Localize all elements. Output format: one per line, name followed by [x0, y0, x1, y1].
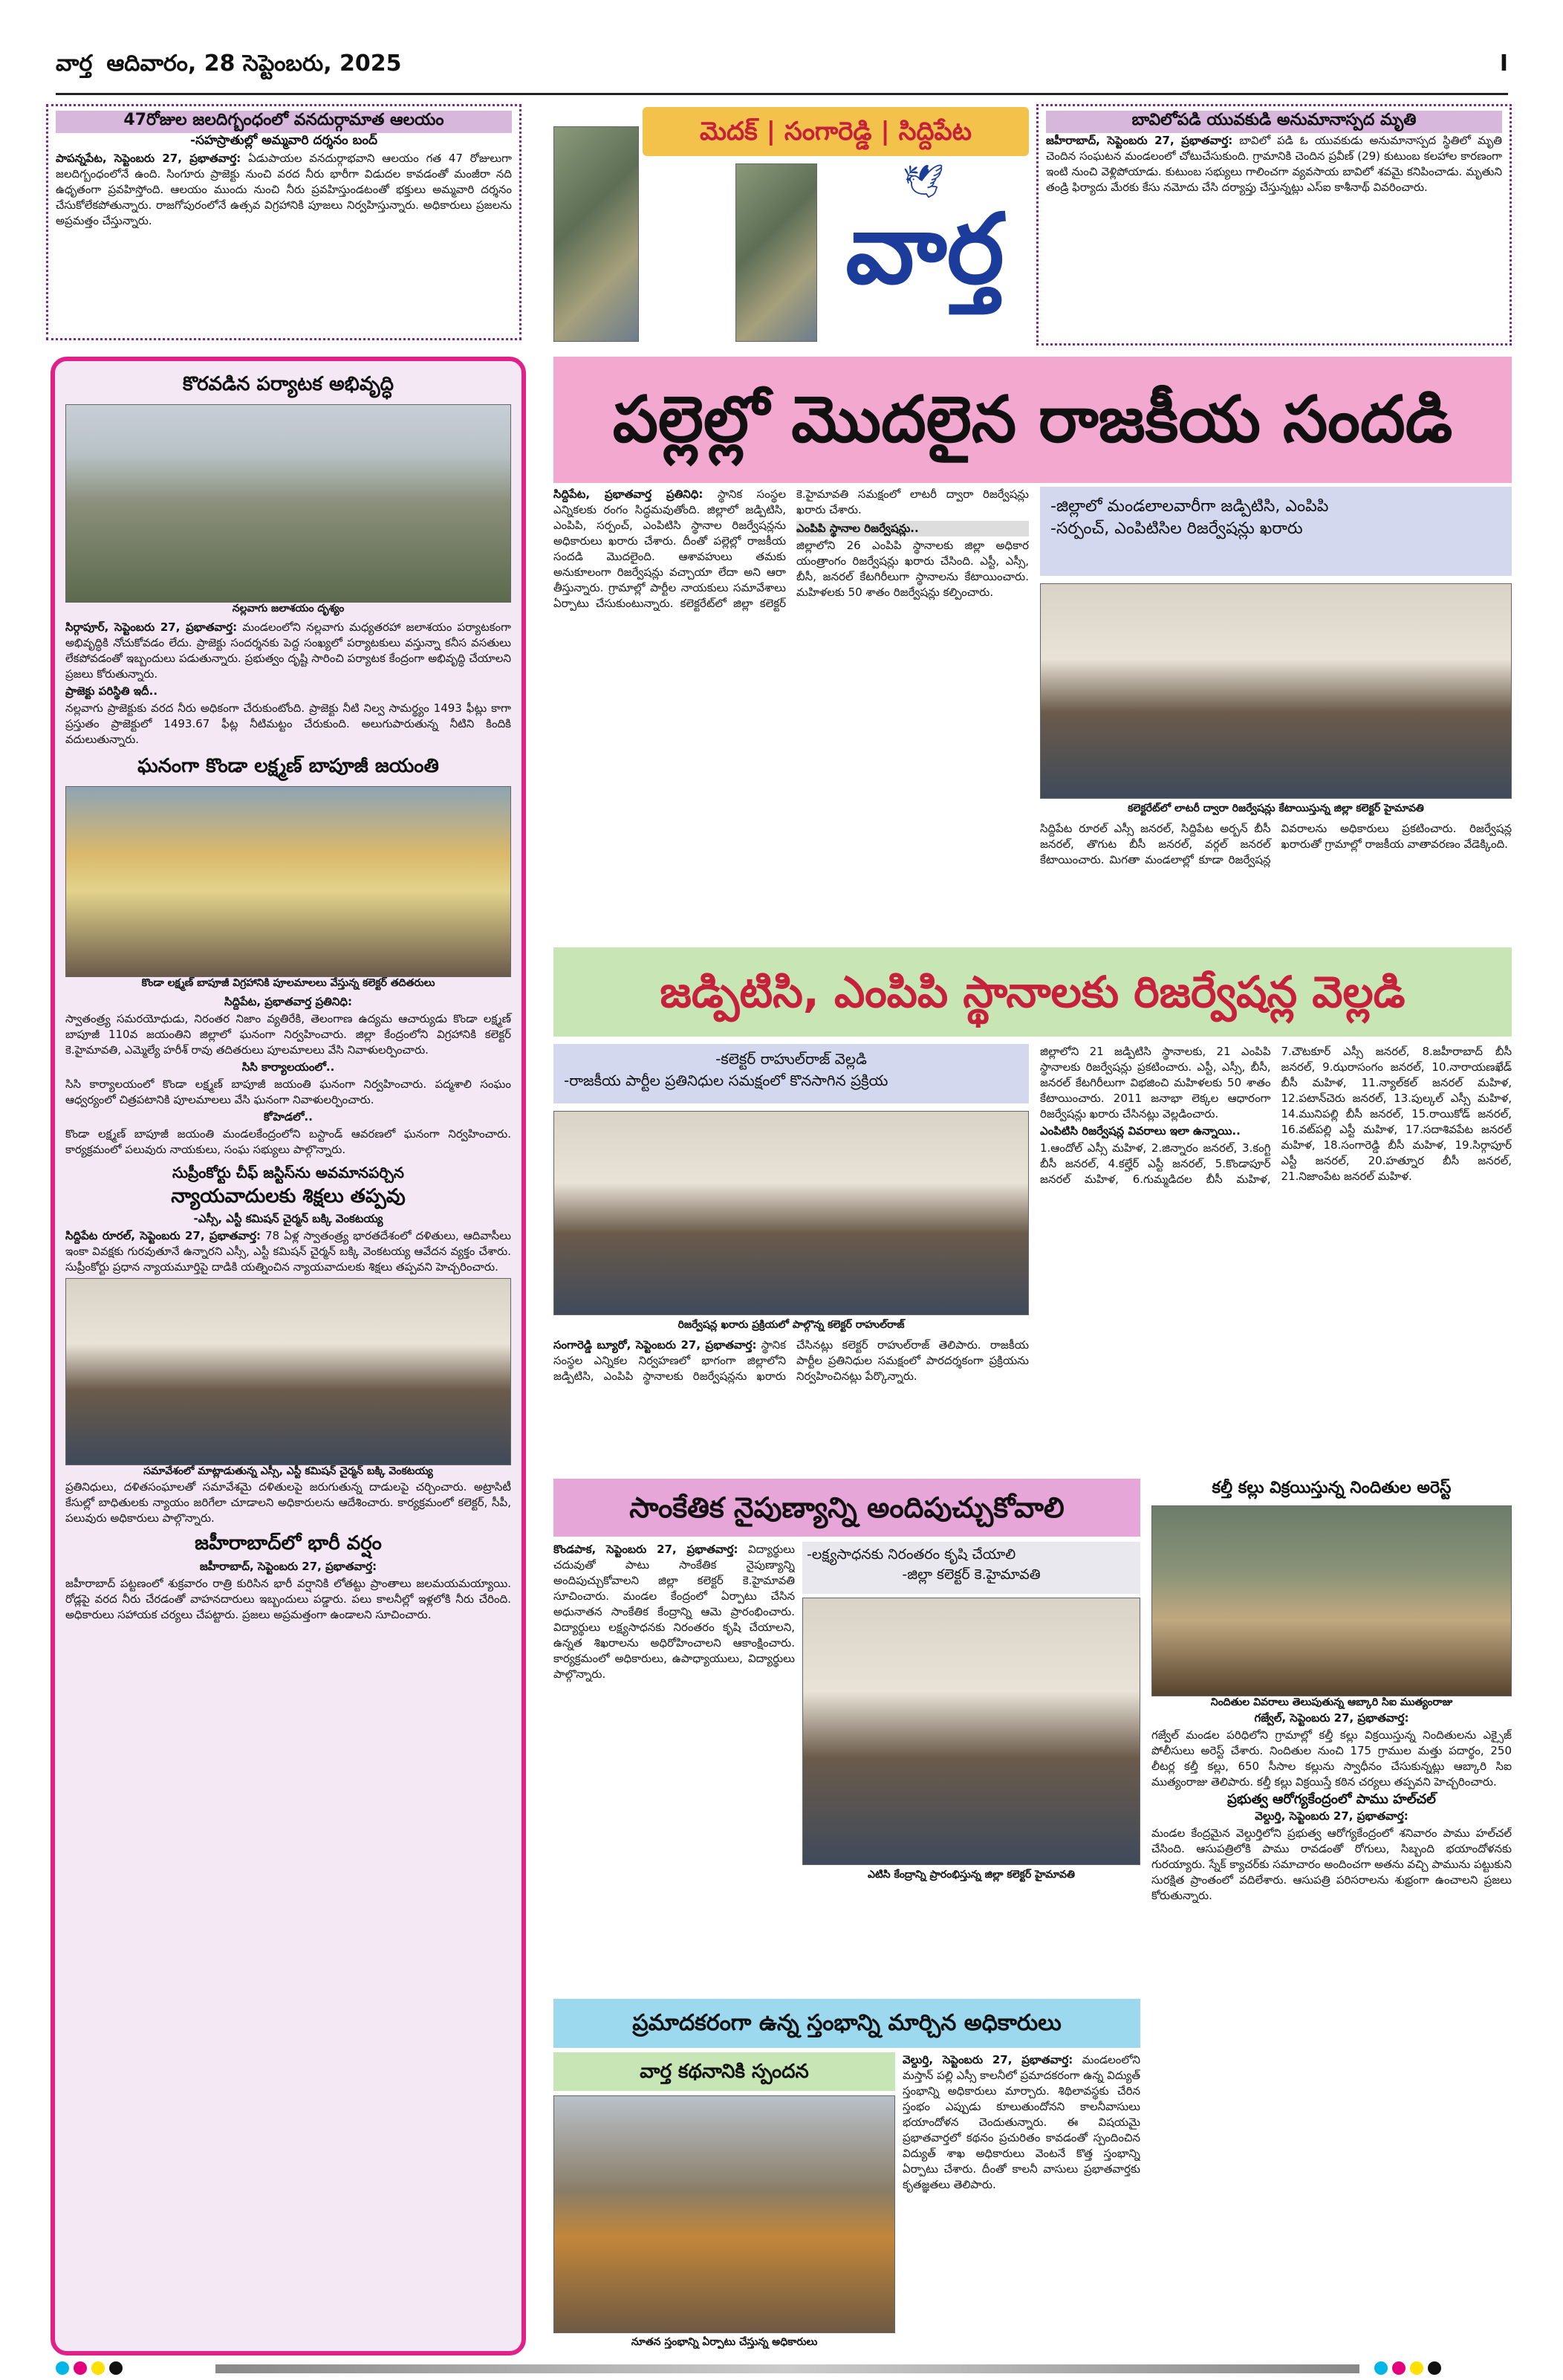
justice-subtitle2: సిద్దిపేట రూరల్, సెప్టెంబరు 27, ప్రభాతవార్త:	[65, 1229, 261, 1242]
bapuji-caption: కొండా లక్ష్మణ్ బాపూజీ విగ్రహానికి పూలమాలలు వేస్తున్న కలెక్టర్ తదితరులు	[141, 977, 435, 989]
lead-body-left	[553, 487, 1029, 933]
bapuji-dateline: సిద్దిపేట, ప్రభాతవార్త ప్రతినిధి:	[224, 995, 353, 1008]
bapuji-sub1: సిసి కార్యాలయంలో..	[241, 1060, 335, 1074]
toddy-photo-caption: నిందితుల వివరాలు తెలుపుతున్న ఆబ్కారి సిఐ ముత్యంరాజు	[1210, 1696, 1453, 1708]
pole-body-wrap	[903, 2052, 1140, 2350]
page-number: I	[1499, 51, 1508, 77]
zptc-body1: స్థానిక సంస్థల ఎన్నికల నిర్వహణలో భాగంగా జిల్లాలోని జడ్పిటిసి, ఎంపిపి స్థానాలకు రిజర్వేషన్లను ఖరారు చేసినట్లు కలెక్టర్ రాహుల్‌రాజ్ తెలిపారు. రాజకీయ పార్టీల ప్రతినిధుల సమక్షంలో పారదర్శకంగా ప్రక్రియను నిర్వహించినట్లు పేర్కొన్నారు.	[553, 1338, 1029, 1383]
zptc-body-b	[1040, 1044, 1512, 1468]
tourism-sub1: ప్రాజెక్టు పరిస్థితి ఇదీ..	[65, 684, 158, 698]
justice-body1: 78 ఏళ్ల స్వాతంత్ర్య భారతదేశంలో దళితులు, ఆదివాసీలు ఇంకా వివక్షకు గురవుతూనే ఉన్నారని ఎస్సీ, ఎస్టీ కమిషన్ చైర్మన్ బక్కి వెంకటయ్య ఆవేదన వ్యక్తం చేశారు. సుప్రీంకోర్టు ప్రధాన న్యాయమూర్తిపై దాడికి యత్నించిన న్యాయవాదులకు శిక్షలు తప్పవని హెచ్చరించారు.	[65, 1229, 511, 1274]
zptc-deck	[553, 1044, 1029, 1103]
pole-body: మండలంలోని మస్తాన్ పల్లి ఎస్సీ కాలనీలో ప్రమాదకరంగా ఉన్న విద్యుత్ స్తంభాన్ని అధికారులు మార్చారు. శిథిలావస్థకు చేరిన స్తంభం ఎప్పుడు కూలుతుందోనని కాలనీవాసులు భయాందోళన చెందుతున్నారు. ఈ విషయమై ప్రభాతవార్తలో కథనం ప్రచురితం కావడంతో స్పందించిన విద్యుత్ శాఖ అధికారులు వెంటనే కొత్త స్తంభాన్ని ఏర్పాటు చేశారు. దీంతో కాలనీ వాసులు ప్రభాతవార్తకు కృతజ్ఞతలు తెలిపారు.	[903, 2053, 1140, 2191]
tech-photo-caption: ఎటిసి కేంద్రాన్ని ప్రారంభిస్తున్న జిల్లా కలెక్టర్ హైమావతి	[868, 1869, 1075, 1881]
lead-deck	[1040, 487, 1512, 576]
bapuji-photo	[65, 786, 511, 977]
justice-title1: సుప్రీంకోర్టు చీఫ్ జస్టిస్‌ను అవమానపర్చిన	[172, 1164, 404, 1181]
zptc-sub1: ఎంపిటిసి రిజర్వేషన్ల వివరాలు ఇలా ఉన్నాయి..	[1040, 1124, 1241, 1138]
toddy-photo	[1151, 1505, 1512, 1696]
lead-headline: పల్లెల్లో మొదలైన రాజకీయ సందడి	[553, 357, 1512, 483]
brand-photo-left	[553, 126, 639, 342]
temple-headline: 47రోజుల జలదిగ్బంధంలో వనదుర్గామాత ఆలయం	[56, 111, 512, 133]
well-story	[1036, 104, 1512, 346]
masthead-paper: వార్త	[56, 51, 93, 77]
tech-dateline: కొండపాక, సెప్టెంబరు 27, ప్రభాతవార్త:	[553, 1543, 738, 1556]
registration-dots-left	[56, 2361, 127, 2378]
justice-title2: న్యాయవాదులకు శిక్షలు తప్పవు	[171, 1185, 406, 1207]
brand-photo-right	[735, 163, 817, 342]
tourism-body1: మండలంలోని నల్లవాగు మధ్యతరహా జలాశయం పర్యాటకంగా అభివృద్ధికి నోచుకోవడం లేదు. ప్రాజెక్టు సందర్శనకు పెద్ద సంఖ్యలో పర్యాటకులు వస్తున్నా కనీస వసతులు లేకపోవడంతో ఇబ్బందులు పడుతున్నారు. ప్రభుత్వం దృష్టి సారించి పర్యాటక కేంద్రంగా అభివృద్ధి చేయాలని ప్రజలు కోరుతున్నారు.	[65, 620, 511, 681]
tourism-photo	[65, 404, 511, 603]
rain-body: జహీరాబాద్ పట్టణంలో శుక్రవారం రాత్రి కురిసిన భారీ వర్షానికి లోతట్టు ప్రాంతాలు జలమయమయ్యాయి. రోడ్లపై వరద నీరు చేరడంతో వాహనదారులు ఇబ్బందులు పడ్డారు. పలు కాలనీల్లో ఇళ్లలోకి నీరు చేరింది. అధికారులు సహాయక చర్యలు చేపట్టారు. ప్రజలు అప్రమత్తంగా ఉండాలని సూచించారు.	[65, 1577, 511, 1621]
lead-body3: సిద్దిపేట రూరల్ ఎస్సీ జనరల్, సిద్దిపేట అర్బన్ బీసీ జనరల్, తొగుట బీసీ జనరల్, వర్గల్ జనరల్ కేటాయించారు. మిగతా మండలాల్లో కూడా రిజర్వేషన్ల వివరాలను అధికారులు ప్రకటించారు. రిజర్వేషన్ల ఖరారుతో గ్రామాల్లో రాజకీయ వాతావరణం వేడెక్కింది.	[1040, 822, 1512, 866]
masthead-date: ఆదివారం, 28 సెప్టెంబరు, 2025	[106, 51, 402, 77]
lead-dateline: సిద్దిపేట, ప్రభాతవార్త ప్రతినిధి:	[553, 487, 703, 501]
tourism-headline: కొరవడిన పర్యాటక అభివృద్ధి	[183, 373, 394, 395]
lead-deck1: -జిల్లాలో మండలాలవారీగా జడ్పిటిసి, ఎంపిపి	[1050, 497, 1329, 516]
toddy-dateline: గజ్వేల్, సెప్టెంబరు 27, ప్రభాతవార్త:	[1254, 1711, 1409, 1725]
bapuji-body2: సిసి కార్యాలయంలో కొండా లక్ష్మణ్ బాపూజీ జయంతి ఘనంగా నిర్వహించారు. పద్మశాలి సంఘం ఆధ్వర్యంలో చిత్రపటానికి పూలమాలలు వేసి ఘనంగా నివాళులర్పించారు.	[65, 1077, 511, 1106]
zptc-photo	[553, 1111, 1029, 1315]
tourism-body2: నల్లవాగు ప్రాజెక్టుకు వరద నీరు అధికంగా చేరుకుంటోంది. ప్రాజెక్టు నీటి నిల్వ సామర్థ్యం 1493 ఫీట్లు కాగా ప్రస్తుతం ప్రాజెక్టులో 1493.67 ఫీట్ల నీటిమట్టం చేరుకుంది. అలుగుపారుతున్న నీటిని కిందికి వదులుతున్నారు.	[65, 701, 511, 746]
zptc-photo-caption: రిజర్వేషన్ల ఖరారు ప్రక్రియలో పాల్గొన్న కలెక్టర్ రాహుల్‌రాజ్	[677, 1319, 905, 1331]
bapuji-body1: స్వాతంత్ర్య సమరయోధుడు, నిరంతర నిజాం వ్యతిరేకి, తెలంగాణ ఉద్యమ ఆచార్యుడు కొండా లక్ష్మణ్ బాపూజీ 110వ జయంతిని జిల్లాలో ఘనంగా నిర్వహించారు. జిల్లా కేంద్రంలోని విగ్రహానికి కలెక్టర్ కె.హైమావతి, ఎమ్మెల్యే హరీశ్ రావు తదితరులు పూలమాలలు వేసి నివాళులర్పించారు.	[65, 1012, 511, 1057]
tech-headline: సాంకేతిక నైపుణ్యాన్ని అందిపుచ్చుకోవాలి	[553, 1479, 1140, 1537]
toddy-headline: కల్తీ కల్లు విక్రయిస్తున్న నిందితుల అరెస్ట్	[1212, 1479, 1452, 1497]
toddy-story	[1151, 1479, 1512, 2355]
zptc-dateline: సంగారెడ్డి బ్యూరో, సెప్టెంబరు 27, ప్రభాతవార్త:	[553, 1338, 757, 1352]
rain-headline: జహీరాబాద్‌లో భారీ వర్షం	[195, 1532, 382, 1554]
tech-body-wrap	[553, 1542, 795, 1988]
tourism-caption: నల్లవాగు జలాశయం దృశ్యం	[232, 603, 345, 615]
dove-icon: 🕊	[903, 163, 944, 201]
zptc-body2: జిల్లాలోని 21 జడ్పిటిసి స్థానాలకు, 21 ఎంపిపి స్థానాలకు రిజర్వేషన్లు ప్రకటించారు. ఎస్టీ, ఎస్సీ, బీసీ, జనరల్ కేటగిరీలుగా విభజించి మహిళలకు 50 శాతం కేటాయించారు. 2011 జనాభా లెక్కల ఆధారంగా రిజర్వేషన్లు ఖరారు చేసినట్లు వెల్లడించారు.	[1040, 1045, 1271, 1121]
bapuji-body3: కొండా లక్ష్మణ్ బాపూజీ జయంతి మండలకేంద్రంలోని బస్టాండ్ ఆవరణలో ఘనంగా నిర్వహించారు. కార్యక్రమంలో పలువురు నాయకులు, సంఘ సభ్యులు పాల్గొన్నారు.	[65, 1127, 511, 1156]
zptc-deck2: -రాజకీయ పార్టీల ప్రతినిధుల సమక్షంలో కొనసాగిన ప్రక్రియ	[564, 1071, 888, 1089]
lead-body2: జిల్లాలోని 26 ఎంపిపి స్థానాలకు జిల్లా అధికార యంత్రాంగం రిజర్వేషన్లు ఖరారు చేసింది. ఎస్టీ, ఎస్సీ, బీసీ, జనరల్ కేటగిరీలుగా స్థానాలను కేటాయించారు. మహిళలకు 50 శాతం రిజర్వేషన్లు కల్పించారు.	[796, 539, 1029, 599]
pole-photo	[553, 2095, 895, 2333]
pole-tag: వార్త కథనానికి స్పందన	[553, 2052, 895, 2091]
toddy-body: గజ్వేల్ మండల పరిధిలోని గ్రామాల్లో కల్తీ కల్లు విక్రయిస్తున్న నిందితులను ఎక్సైజ్ పోలీసులు అరెస్ట్ చేశారు. నిందితుల నుంచి 175 గ్రాముల మత్తు పదార్థం, 250 లీటర్ల కల్తీ కల్లు, 650 సీసాల కల్లును స్వాధీనం చేసుకున్నట్లు ఆబ్కారి సిఐ ముత్యంరాజు తెలిపారు. కల్తీ కల్లు విక్రయిస్తే కఠిన చర్యలు తప్పవని హెచ్చరించారు.	[1151, 1728, 1512, 1789]
registration-dots-right	[1374, 2361, 1446, 2378]
snake-dateline: వెల్దుర్తి, సెప్టెంబరు 27, ప్రభాతవార్త:	[1255, 1809, 1408, 1823]
temple-subtitle: -సహస్రాతుల్లో అమ్మవారి దర్శనం బంద్	[190, 133, 377, 148]
justice-subtitle1: -ఎస్సీ, ఎస్టీ కమిషన్ చైర్మన్ బక్కి వెంకటయ్య	[193, 1212, 383, 1225]
tech-deck	[802, 1542, 1140, 1594]
zptc-headline: జడ్పిటిసి, ఎంపిపి స్థానాలకు రిజర్వేషన్ల వెల్లడి	[553, 947, 1512, 1037]
pole-dateline: వెల్దుర్తి, సెప్టెంబరు 27, ప్రభాతవార్త:	[903, 2053, 1073, 2066]
justice-body2: ప్రతినిధులు, దళితసంఘాలతో సమావేశమై దళితులపై జరుగుతున్న దాడులపై చర్చించారు. అట్రాసిటీ కేసుల్లో బాధితులకు న్యాయం జరిగేలా చూడాలని అధికారులను ఆదేశించారు. కార్యక్రమంలో కలెక్టర్, సీపీ, పలువురు అధికారులు పాల్గొన్నారు.	[65, 1480, 511, 1525]
rain-dateline: జహీరాబాద్, సెప్టెంబరు 27, ప్రభాతవార్త:	[199, 1560, 377, 1573]
well-dateline: జహీరాబాద్, సెప్టెంబరు 27, ప్రభాతవార్త:	[1046, 134, 1233, 147]
temple-dateline: పాపన్నపేట, సెప్టెంబరు 27, ప్రభాతవార్త:	[56, 152, 241, 165]
bapuji-sub2: కోహెడలో..	[264, 1110, 313, 1123]
lead-deck2: -సర్పంచ్, ఎంపిటిసిల రిజర్వేషన్లు ఖరారు	[1050, 519, 1303, 538]
masthead	[56, 51, 1508, 95]
tech-deck1: -లక్ష్యసాధనకు నిరంతరం కృషి చేయాలి	[807, 1546, 1016, 1563]
temple-body: ఏడుపాయల వనదుర్గాభవాని ఆలయం గత 47 రోజులుగా జలదిగ్బంధంలోనే ఉంది. సింగూరు ప్రాజెక్టు నుంచి వరద నీరు భారీగా విడుదల కావడంతో మంజీరా నది ఉధృతంగా ప్రవహిస్తోంది. ఆలయం ముందు నుంచి నీరు ప్రవహిస్తుండటంతో భక్తులు అమ్మవారి దర్శనం చేసుకోలేకపోతున్నారు. రాజగోపురంలోనే ఉత్సవ విగ్రహానికి పూజలు నిర్వహిస్తున్నారు. అధికారులు ప్రజలను అప్రమత్తం చేస్తున్నారు.	[56, 152, 512, 227]
snake-body: మండల కేంద్రమైన వెల్దుర్తిలోని ప్రభుత్వ ఆరోగ్యకేంద్రంలో శనివారం పాము హల్‌చల్ చేసింది. ఆసుపత్రిలోకి పాము రావడంతో రోగులు, సిబ్బంది భయాందోళనకు గురయ్యారు. స్నేక్ క్యాచర్‌కు సమాచారం అందించగా అతను వచ్చి పామును పట్టుకుని సురక్షిత ప్రాంతంలో వదిలేశారు. ఆసుపత్రి పరిసరాలను శుభ్రంగా ఉంచాలని ప్రజలు కోరుతున్నారు.	[1151, 1826, 1512, 1902]
bapuji-headline: ఘనంగా కొండా లక్ష్మణ్ బాపూజీ జయంతి	[137, 755, 439, 777]
tech-body: విద్యార్థులు చదువుతో పాటు సాంకేతిక నైపుణ్యాన్ని అందిపుచ్చుకోవాలని జిల్లా కలెక్టర్ కె.హైమావతి సూచించారు. మండల కేంద్రంలో ఏర్పాటు చేసిన అధునాతన సాంకేతిక కేంద్రాన్ని ఆమె ప్రారంభించారు. విద్యార్థులు లక్ష్యసాధనకు నిరంతరం కృషి చేయాలని, ఉన్నత శిఖరాలను అధిరోహించాలని ఆకాంక్షించారు. కార్యక్రమంలో అధికారులు, ఉపాధ్యాయులు, విద్యార్థులు పాల్గొన్నారు.	[553, 1543, 795, 1681]
edition-districts: మెదక్ | సంగారెడ్డి | సిద్దిపేట	[643, 107, 1029, 156]
temple-story	[46, 104, 521, 340]
well-headline: బావిలోపడి యువకుడి అనుమానాస్పద మృతి	[1046, 111, 1502, 133]
lead-body: స్థానిక సంస్థల ఎన్నికలకు రంగం సిద్ధమవుతోంది. జిల్లాలో జడ్పిటిసి, ఎంపిపి, సర్పంచ్, ఎంపిటిసి స్థానాల రిజర్వేషన్లను అధికారులు ఖరారు చేశారు. దీంతో పల్లెల్లో రాజకీయ సందడి మొదలైంది. ఆశావహులు తమకు అనుకూలంగా రిజర్వేషన్లు వచ్చాయా లేదా అని ఆరా తీస్తున్నారు. గ్రామాల్లో పార్టీల నాయకులు సమావేశాలు ఏర్పాటు చేసుకుంటున్నారు. కలెక్టరేట్‌లో జిల్లా కలెక్టర్ కె.హైమావతి సమక్షంలో లాటరీ ద్వారా రిజర్వేషన్లు ఖరారు చేశారు.	[553, 487, 1029, 610]
justice-photo	[65, 1278, 511, 1465]
tourism-dateline: సిర్గాపూర్, సెప్టెంబరు 27, ప్రభాతవార్త:	[65, 620, 238, 634]
lead-sub1: ఎంపిపి స్థానాల రిజర్వేషన్లు..	[796, 521, 1029, 536]
lead-photo-caption: కలెక్టరేట్‌లో లాటరీ ద్వారా రిజర్వేషన్లు కేటాయిస్తున్న జిల్లా కలెక్టర్ హైమావతి	[1128, 802, 1424, 814]
lead-photo	[1040, 583, 1512, 799]
tech-photo	[802, 1598, 1140, 1865]
masthead-rule	[56, 93, 1508, 95]
edition-logo: వార్త	[845, 192, 1004, 305]
registration-bar	[215, 2364, 1359, 2373]
zptc-body-a	[553, 1337, 1029, 1468]
pole-photo-caption: నూతన స్తంభాన్ని ఏర్పాటు చేస్తున్న అధికారులు	[631, 2336, 818, 2348]
pole-headline: ప్రమాదకరంగా ఉన్న స్తంభాన్ని మార్చిన అధికారులు	[553, 1999, 1140, 2048]
edition-brand	[553, 104, 1029, 346]
snake-headline: ప్రభుత్వ ఆరోగ్యకేంద్రంలో పాము హల్‌చల్	[1227, 1792, 1436, 1807]
well-body: బావిలో పడి ఓ యువకుడు అనుమానాస్పద స్థితిలో మృతి చెందిన సంఘటన మండలంలో చోటుచేసుకుంది. గ్రామానికి చెందిన ప్రవీణ్ (29) కుటుంబ కలహాల కారణంగా ఇంటి నుంచి వెళ్లిపోయాడు. కుటుంబ సభ్యులు గాలించగా వ్యవసాయ బావిలో శవమై కనిపించాడు. మృతుని తండ్రి ఫిర్యాదు మేరకు కేసు నమోదు చేసి దర్యాప్తు చేస్తున్నట్లు ఎస్ఐ కాశీనాథ్ వివరించారు.	[1046, 134, 1502, 194]
zptc-list: 1.ఆందోల్ ఎస్సీ మహిళ, 2.జిన్నారం జనరల్, 3.కంగ్టి బీసీ జనరల్, 4.కల్హేర్ ఎస్టీ జనరల్, 5.కొండాపూర్ జనరల్ మహిళ, 6.గుమ్మడిదల బీసీ మహిళ, 7.చౌటకూర్ ఎస్సీ జనరల్, 8.జహీరాబాద్ బీసీ జనరల్, 9.ఝరాసంగం జనరల్, 10.నారాయణఖేడ్ బీసీ మహిళ, 11.న్యాల్‌కల్ జనరల్ మహిళ, 12.పటాన్‌చెరు జనరల్, 13.పుల్కల్ ఎస్సీ మహిళ, 14.మునిపల్లి బీసీ జనరల్, 15.రాయికోడ్ జనరల్, 16.వట్‌పల్లి ఎస్టీ మహిళ, 17.సదాశివపేట జనరల్ మహిళ, 18.సంగారెడ్డి బీసీ మహిళ, 19.సిర్గాపూర్ ఎస్టీ జనరల్, 20.హత్నూర బీసీ జనరల్, 21.నిజాంపేట జనరల్ మహిళ.	[1040, 1045, 1512, 1186]
left-column	[51, 357, 526, 2355]
zptc-deck1: -కలెక్టర్ రాహుల్‌రాజ్ వెల్లడి	[715, 1050, 867, 1068]
justice-caption: సమావేశంలో మాట్లాడుతున్న ఎస్సీ, ఎస్టీ కమిషన్ చైర్మన్ బక్కి వెంకటయ్య	[143, 1465, 433, 1477]
tech-deck2: -జిల్లా కలెక్టర్ కె.హైమావతి	[902, 1566, 1041, 1583]
